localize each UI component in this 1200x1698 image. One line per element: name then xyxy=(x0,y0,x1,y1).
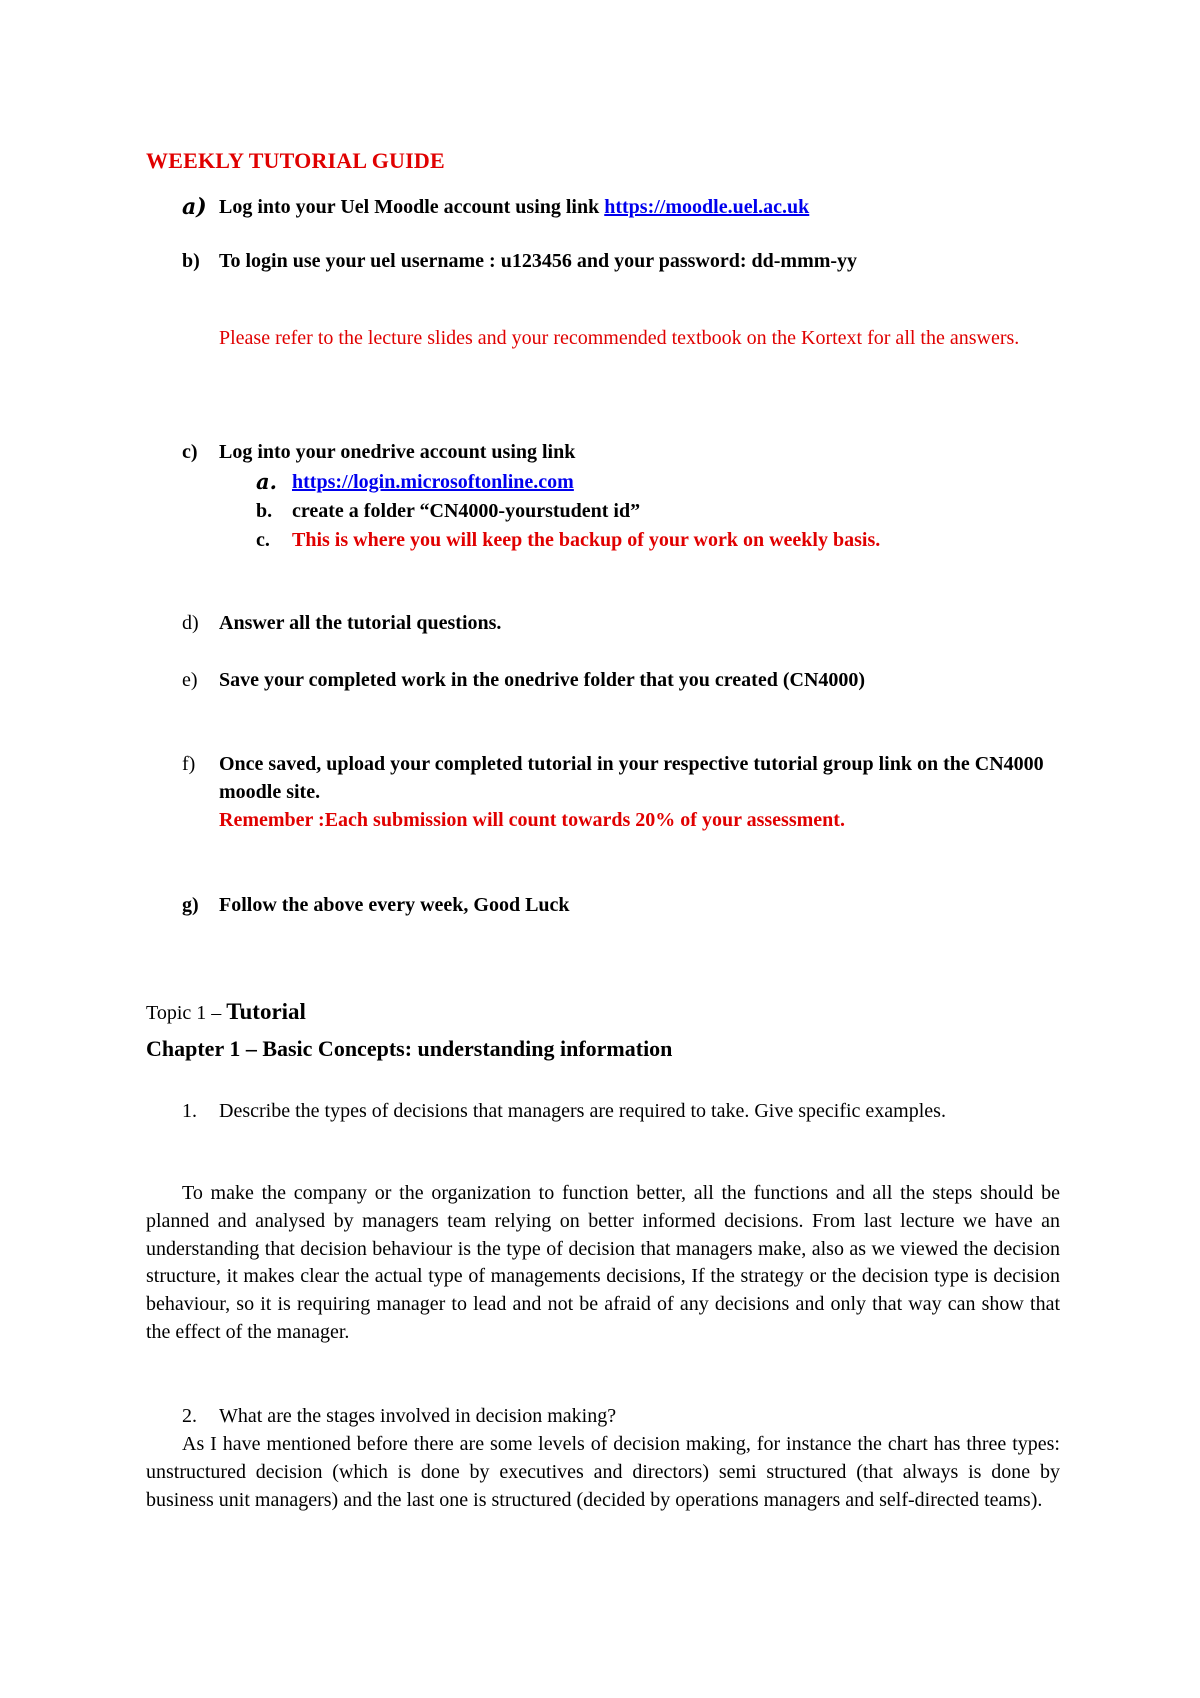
question-2-num: 2. xyxy=(182,1405,197,1427)
step-a-text: Log into your Uel Moodle account using link xyxy=(219,196,605,218)
chapter-heading: Chapter 1 – Basic Concepts: understanding information xyxy=(146,1036,673,1061)
textbook-note: Please refer to the lecture slides and your recommended textbook on the Kortext for all the answers. xyxy=(219,327,1020,349)
assessment-reminder: Remember :Each submission will count towards 20% of your assessment. xyxy=(219,809,845,831)
step-a-label: a) xyxy=(182,194,207,220)
step-b-text: To login use your uel username : u123456 and your password: dd-mmm-yy xyxy=(219,250,858,272)
step-g-label: g) xyxy=(182,894,199,916)
onedrive-login-link[interactable]: https://login.microsoftonline.com xyxy=(292,471,574,493)
question-1-text: Describe the types of decisions that managers are required to take. Give specific examples. xyxy=(219,1100,946,1122)
answer-1: To make the company or the organization to function better, all the functions and all the steps should be planned and analysed by managers team relying on better informed decisions. From last lecture we have an understanding that decision behaviour is the type of decision that managers make, also as we viewed the decision structure, it makes clear the actual type of managements decisions, If the strategy or the decision type is decision behaviour, so it is requiring manager to lead and not be afraid of any decisions and only that way can show that the effect of the manager. xyxy=(146,1182,1060,1343)
step-d-label: d) xyxy=(182,612,199,634)
step-f-label: f) xyxy=(182,753,196,775)
page-title: WEEKLY TUTORIAL GUIDE xyxy=(146,148,445,173)
topic-heading xyxy=(146,999,1046,1025)
step-c-label: c) xyxy=(182,441,198,463)
step-c-sub-c-text: This is where you will keep the backup of your work on weekly basis. xyxy=(292,529,881,551)
step-f-text: Once saved, upload your completed tutorial in your respective tutorial group link on the CN4000 moodle site. xyxy=(219,753,1044,803)
step-e-text: Save your completed work in the onedrive folder that you created (CN4000) xyxy=(219,669,866,691)
step-c-sub-a-label: a. xyxy=(256,469,277,494)
step-g-text: Follow the above every week, Good Luck xyxy=(219,894,570,916)
question-2-text: What are the stages involved in decision making? xyxy=(219,1405,617,1427)
step-e-label: e) xyxy=(182,669,198,691)
answer-2: As I have mentioned before there are some levels of decision making, for instance the chart has three types: unstructured decision (which is done by executives and directors) semi structured (that always is done by business unit managers) and the last one is structured (decided by operations managers and self-directed teams). xyxy=(146,1433,1060,1511)
step-c-sub-b-text: create a folder “CN4000-yourstudent id” xyxy=(292,500,641,522)
question-1-num: 1. xyxy=(182,1100,197,1122)
step-c-sub-b-label: b. xyxy=(256,500,273,522)
moodle-link[interactable]: https://moodle.uel.ac.uk xyxy=(604,196,810,218)
step-d-text: Answer all the tutorial questions. xyxy=(219,612,502,634)
topic-bold: Tutorial xyxy=(226,999,306,1024)
topic-prefix: Topic 1 – xyxy=(146,1002,227,1024)
step-c-text: Log into your onedrive account using link xyxy=(219,441,576,463)
step-c-sub-c-label: c. xyxy=(256,529,270,551)
step-b-label: b) xyxy=(182,250,200,272)
